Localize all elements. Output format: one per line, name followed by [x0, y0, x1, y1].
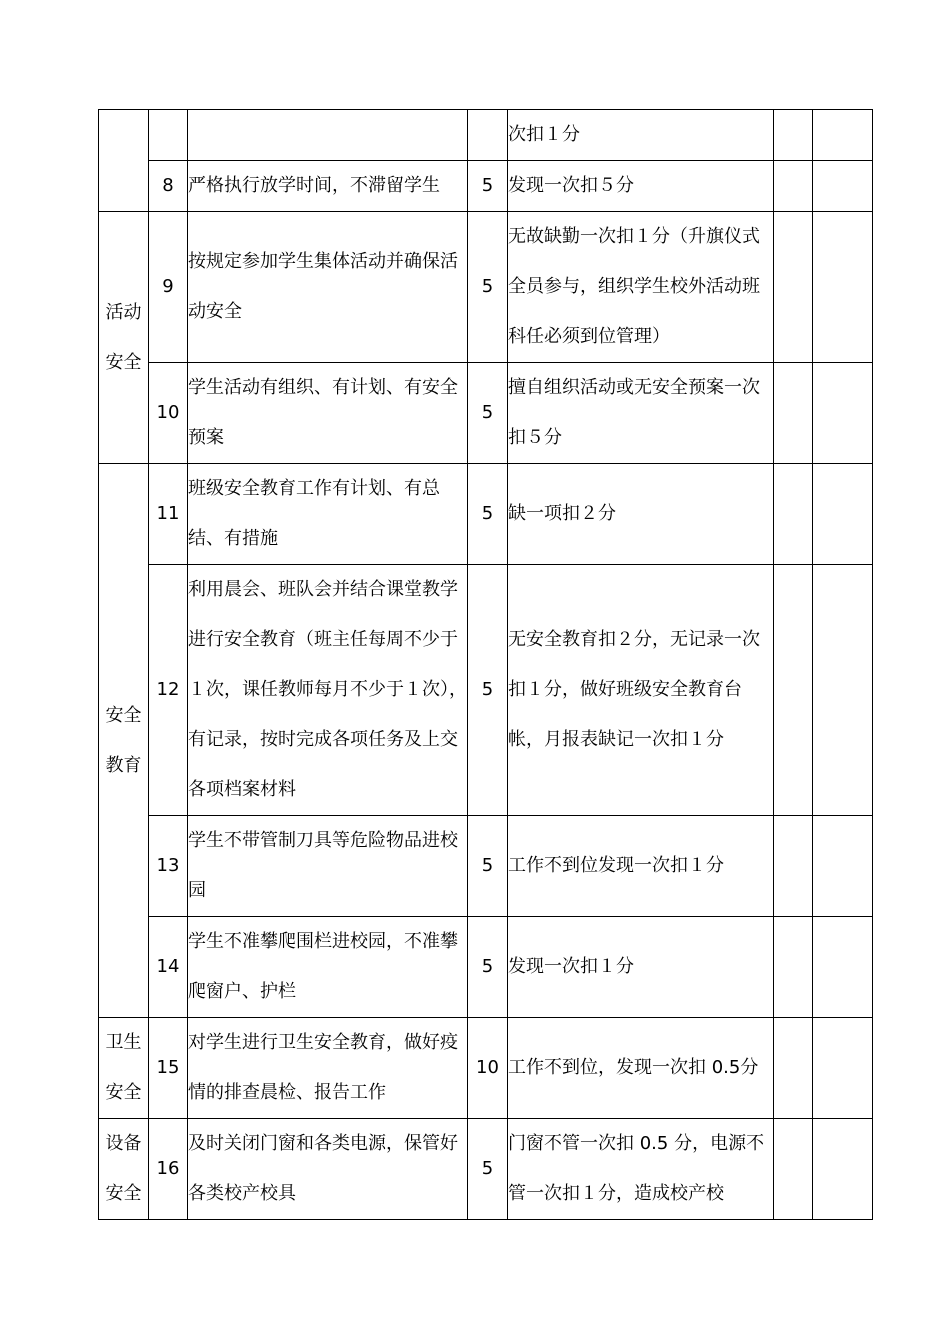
table-row [99, 212, 873, 363]
table-row [99, 1018, 873, 1119]
deduction-rule: 无安全教育扣２分，无记录一次扣１分，做好班级安全教育台帐，月报表缺记一次扣１分 [508, 565, 774, 816]
item-score [468, 110, 508, 161]
table-row [99, 565, 873, 816]
item-number: 10 [149, 363, 188, 464]
item-content: 严格执行放学时间，不滞留学生 [188, 161, 468, 212]
deduction-rule: 缺一项扣２分 [508, 464, 774, 565]
category-cell: 设备安全 [99, 1119, 149, 1220]
item-score: 5 [468, 1119, 508, 1220]
item-number: 9 [149, 212, 188, 363]
category-cell [99, 110, 149, 212]
blank-cell [774, 161, 813, 212]
blank-cell [774, 1018, 813, 1119]
item-number: 12 [149, 565, 188, 816]
blank-cell [774, 363, 813, 464]
item-number: 13 [149, 816, 188, 917]
item-content: 学生不带管制刀具等危险物品进校园 [188, 816, 468, 917]
blank-cell [774, 917, 813, 1018]
table-row [99, 161, 873, 212]
item-content: 及时关闭门窗和各类电源，保管好各类校产校具 [188, 1119, 468, 1220]
safety-assessment-table [98, 109, 873, 1220]
item-score: 5 [468, 161, 508, 212]
deduction-rule: 发现一次扣１分 [508, 917, 774, 1018]
item-score: 5 [468, 212, 508, 363]
deduction-rule: 次扣１分 [508, 110, 774, 161]
item-score: 5 [468, 816, 508, 917]
deduction-rule: 发现一次扣５分 [508, 161, 774, 212]
blank-cell [813, 212, 873, 363]
blank-cell [774, 110, 813, 161]
table-row [99, 917, 873, 1018]
blank-cell [774, 1119, 813, 1220]
blank-cell [813, 816, 873, 917]
item-number: 14 [149, 917, 188, 1018]
blank-cell [813, 161, 873, 212]
blank-cell [813, 1018, 873, 1119]
item-content [188, 110, 468, 161]
table-row [99, 363, 873, 464]
item-number: 15 [149, 1018, 188, 1119]
item-number: 16 [149, 1119, 188, 1220]
category-cell: 安全教育 [99, 464, 149, 1018]
blank-cell [774, 212, 813, 363]
blank-cell [774, 816, 813, 917]
item-score: 5 [468, 363, 508, 464]
blank-cell [813, 1119, 873, 1220]
item-content: 对学生进行卫生安全教育，做好疫情的排查晨检、报告工作 [188, 1018, 468, 1119]
item-content: 学生不准攀爬围栏进校园，不准攀爬窗户、护栏 [188, 917, 468, 1018]
item-content: 班级安全教育工作有计划、有总结、有措施 [188, 464, 468, 565]
blank-cell [774, 464, 813, 565]
blank-cell [813, 363, 873, 464]
table-row [99, 110, 873, 161]
blank-cell [813, 110, 873, 161]
item-number: 11 [149, 464, 188, 565]
deduction-rule: 无故缺勤一次扣１分（升旗仪式全员参与，组织学生校外活动班科任必须到位管理） [508, 212, 774, 363]
item-score: 5 [468, 917, 508, 1018]
table-row [99, 1119, 873, 1220]
table-row [99, 464, 873, 565]
item-score: 10 [468, 1018, 508, 1119]
deduction-rule: 工作不到位发现一次扣１分 [508, 816, 774, 917]
blank-cell [813, 464, 873, 565]
item-content: 学生活动有组织、有计划、有安全预案 [188, 363, 468, 464]
item-score: 5 [468, 464, 508, 565]
table-row [99, 816, 873, 917]
deduction-rule: 门窗不管一次扣 0.5 分，电源不管一次扣１分，造成校产校 [508, 1119, 774, 1220]
category-cell: 活动安全 [99, 212, 149, 464]
item-content: 利用晨会、班队会并结合课堂教学进行安全教育（班主任每周不少于１次，课任教师每月不少于１次），有记录，按时完成各项任务及上交各项档案材料 [188, 565, 468, 816]
deduction-rule: 工作不到位，发现一次扣 0.5分 [508, 1018, 774, 1119]
category-cell: 卫生安全 [99, 1018, 149, 1119]
blank-cell [774, 565, 813, 816]
item-number: 8 [149, 161, 188, 212]
item-number [149, 110, 188, 161]
item-content: 按规定参加学生集体活动并确保活动安全 [188, 212, 468, 363]
blank-cell [813, 917, 873, 1018]
blank-cell [813, 565, 873, 816]
deduction-rule: 擅自组织活动或无安全预案一次扣５分 [508, 363, 774, 464]
item-score: 5 [468, 565, 508, 816]
